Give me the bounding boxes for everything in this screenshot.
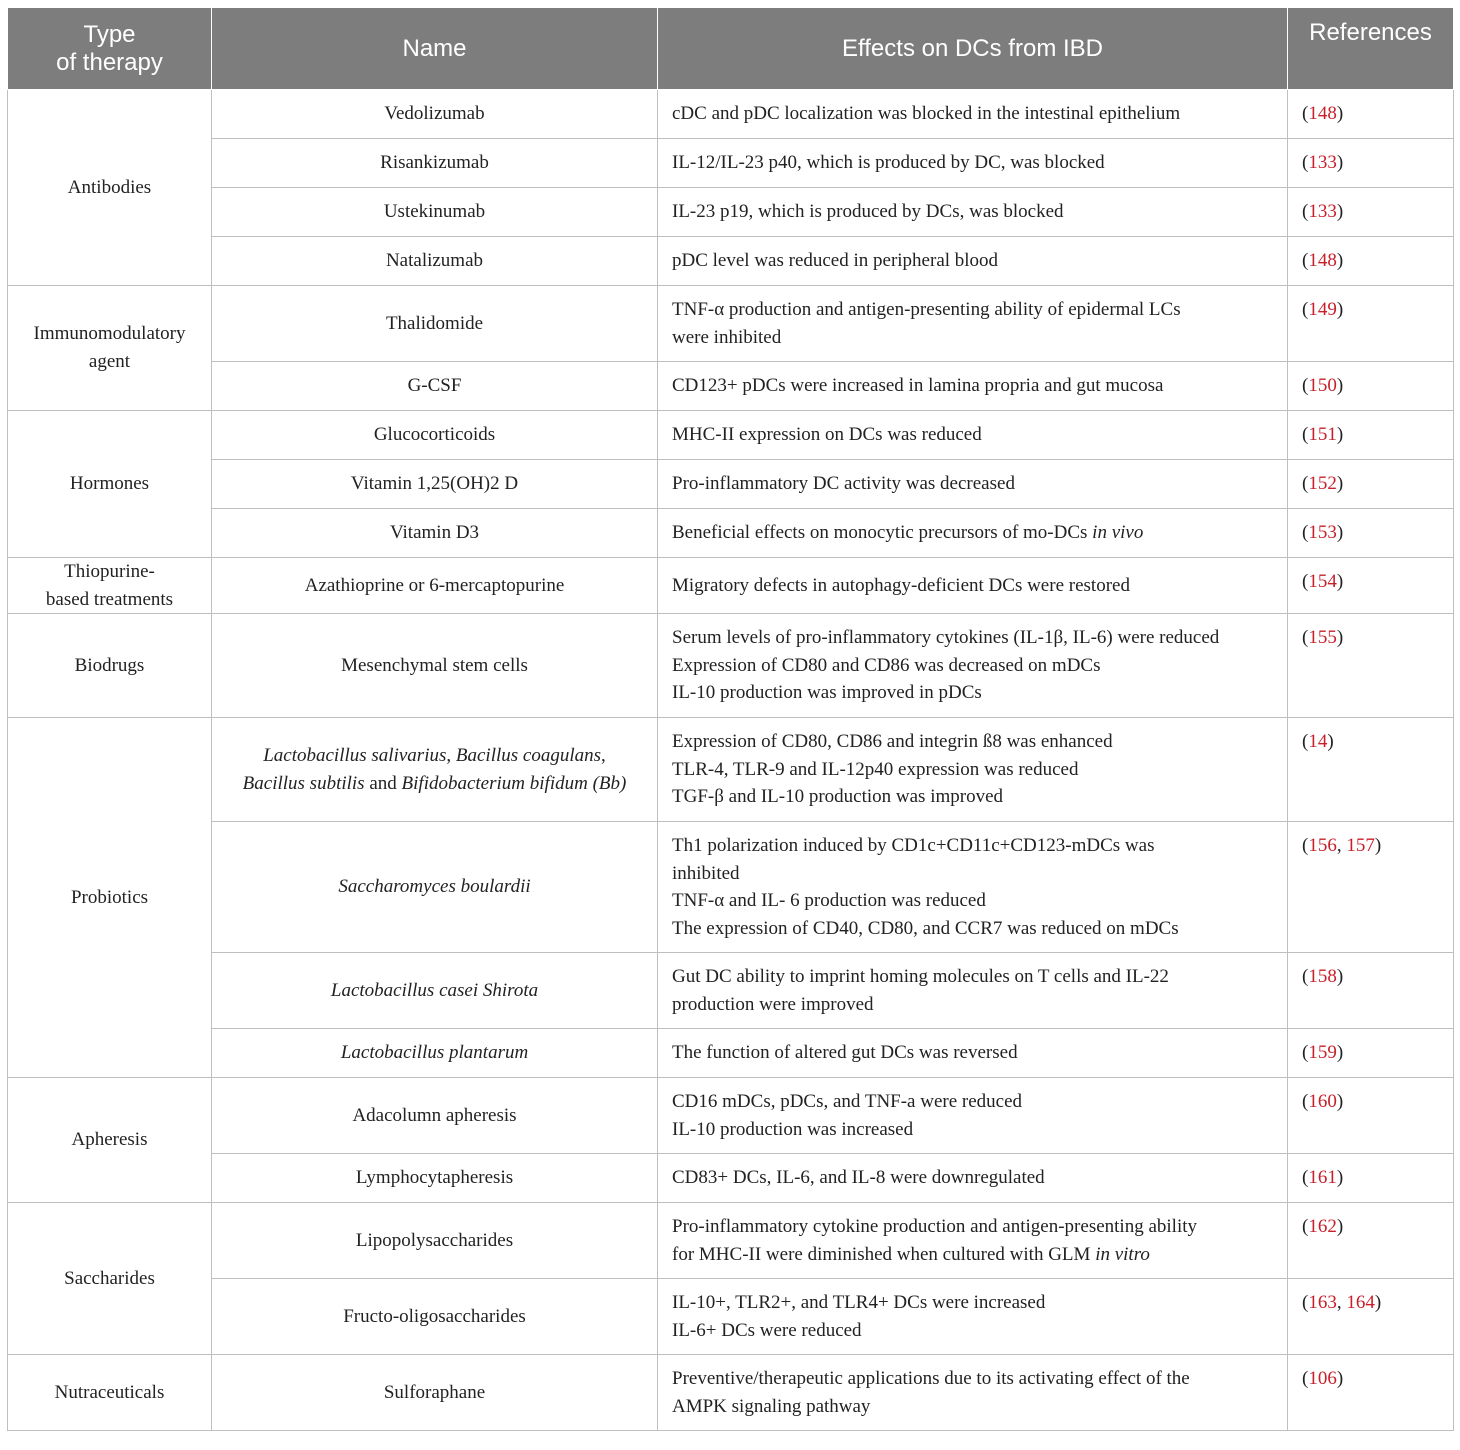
therapy-type-line: agent — [88, 351, 131, 372]
text: Adacolumn apheresis — [352, 1104, 517, 1126]
cell-line — [224, 198, 645, 226]
cell-line — [672, 756, 1275, 784]
therapy-type-label: Probiotics — [70, 886, 149, 908]
table-row — [8, 614, 1454, 718]
references-cell: (153) — [1288, 509, 1454, 558]
cell-line — [672, 963, 1275, 991]
italic-text: in vivo — [1092, 522, 1144, 544]
italic-text: Lactobacillus casei Shirota — [330, 979, 539, 1001]
cell-line — [672, 1116, 1275, 1144]
reference-link[interactable]: 151 — [1308, 424, 1337, 445]
therapy-type-line: Immunomodulatory — [33, 323, 186, 345]
reference-link[interactable]: 156 — [1308, 835, 1337, 857]
cell-line — [224, 1164, 645, 1192]
italic-text: Bifidobacterium bifidum (Bb) — [401, 772, 627, 794]
reference-link[interactable]: 14 — [1308, 731, 1328, 753]
effects-cell — [658, 286, 1288, 362]
reference-link[interactable]: 158 — [1308, 966, 1337, 988]
text: , — [446, 745, 456, 767]
text: Lymphocytapheresis — [355, 1167, 514, 1189]
cell-line — [672, 783, 1275, 811]
italic-text: Saccharomyces boulardii — [338, 876, 531, 898]
cell-line — [672, 324, 1275, 352]
header-references: References — [1288, 8, 1454, 90]
therapy-type-line: Thiopurine- — [64, 561, 155, 582]
therapy-type-label: Hormones — [69, 473, 150, 495]
reference-link[interactable]: 155 — [1308, 627, 1337, 649]
cell-line — [672, 1317, 1275, 1345]
text: for MHC-II were diminished when cultured with GLM — [672, 1243, 1096, 1265]
effects-cell — [658, 460, 1288, 509]
effects-cell — [658, 1029, 1288, 1078]
cell-line — [224, 652, 645, 680]
therapy-name-cell — [212, 90, 658, 139]
text: Expression of CD80, CD86 and integrin ß8 was enhanced — [672, 731, 1113, 753]
cell-line — [672, 247, 1275, 275]
reference-link[interactable]: 161 — [1308, 1167, 1337, 1189]
header-row — [8, 8, 1454, 90]
text: Sulforaphane — [383, 1381, 486, 1403]
text: Glucocorticoids — [373, 424, 496, 446]
text: Risankizumab — [380, 152, 489, 174]
therapy-type-label: Antibodies — [67, 176, 152, 198]
effects-cell — [658, 1154, 1288, 1203]
cell-line — [672, 860, 1275, 888]
therapy-type-cell — [8, 614, 212, 718]
references-cell: (155) — [1288, 614, 1454, 718]
text: MHC-II expression on DCs was reduced — [672, 424, 982, 446]
therapy-type-cell — [8, 1078, 212, 1203]
text: IL-10+, TLR2+, and TLR4+ DCs were increased — [672, 1292, 1046, 1314]
effects-cell — [658, 90, 1288, 139]
table-body — [8, 90, 1454, 1431]
text: Vitamin D3 — [389, 522, 480, 544]
therapy-name-cell — [212, 1203, 658, 1279]
text: cDC and pDC localization was blocked in the intestinal epithelium — [672, 103, 1181, 125]
table-row — [8, 1355, 1454, 1431]
therapy-name-cell — [212, 1154, 658, 1203]
reference-link[interactable]: 149 — [1308, 299, 1337, 320]
cell-line — [672, 652, 1275, 680]
effects-cell — [658, 509, 1288, 558]
cell-line — [224, 247, 645, 275]
references-cell: (160) — [1288, 1078, 1454, 1154]
cell-line — [672, 149, 1275, 177]
text: G-CSF — [407, 375, 462, 397]
table-row — [8, 1279, 1454, 1355]
reference-link[interactable]: 106 — [1308, 1368, 1337, 1390]
cell-line — [672, 1088, 1275, 1116]
text: and — [364, 772, 402, 794]
references-cell: (159) — [1288, 1029, 1454, 1078]
therapy-name-cell — [212, 188, 658, 237]
therapy-type-cell — [8, 1355, 212, 1431]
references-cell: (163, 164) — [1288, 1279, 1454, 1355]
references-cell: (149) — [1288, 286, 1454, 362]
therapy-name-cell — [212, 139, 658, 188]
effects-cell — [658, 953, 1288, 1029]
therapy-name-cell — [212, 286, 658, 362]
table-row — [8, 362, 1454, 411]
cell-line — [672, 1393, 1275, 1421]
text: Pro-inflammatory DC activity was decreased — [672, 473, 1015, 495]
therapy-name-cell — [212, 614, 658, 718]
reference-link[interactable]: 133 — [1308, 201, 1337, 222]
cell-line — [672, 991, 1275, 1019]
table-row — [8, 509, 1454, 558]
text: Vedolizumab — [384, 103, 485, 125]
table-row — [8, 1154, 1454, 1203]
references-cell: (162) — [1288, 1203, 1454, 1279]
effects-cell — [658, 237, 1288, 286]
therapy-name-cell — [212, 509, 658, 558]
therapy-name-cell — [212, 237, 658, 286]
effects-cell — [658, 718, 1288, 822]
table-row — [8, 953, 1454, 1029]
references-cell: (14) — [1288, 718, 1454, 822]
therapy-type-cell — [8, 411, 212, 558]
cell-line — [224, 421, 645, 449]
therapy-type-label: Saccharides — [64, 1267, 155, 1289]
effects-cell — [658, 139, 1288, 188]
text: TNF-α and IL- 6 production was reduced — [672, 890, 986, 912]
cell-line — [224, 1379, 645, 1407]
cell-line — [672, 728, 1275, 756]
cell-line — [224, 470, 645, 498]
reference-link[interactable]: 133 — [1308, 152, 1337, 173]
italic-text: Lactobacillus salivarius — [263, 745, 447, 767]
text: CD123+ pDCs were increased in lamina propria and gut mucosa — [672, 375, 1164, 397]
references-cell: (106) — [1288, 1355, 1454, 1431]
header-effects: Effects on DCs from IBD — [658, 8, 1288, 90]
header-type-of-therapy: Type of therapy — [8, 8, 212, 90]
reference-link[interactable]: 148 — [1308, 250, 1337, 271]
table-row — [8, 188, 1454, 237]
cell-line — [224, 100, 645, 128]
therapy-type-cell — [8, 1203, 212, 1355]
cell-line — [224, 770, 645, 798]
therapy-name-cell — [212, 1355, 658, 1431]
cell-line — [672, 1039, 1275, 1067]
table-row — [8, 1029, 1454, 1078]
table-row — [8, 286, 1454, 362]
italic-text: in vitro — [1095, 1243, 1150, 1265]
text: , — [601, 745, 606, 767]
table-row — [8, 460, 1454, 509]
text: The function of altered gut DCs was reversed — [672, 1042, 1018, 1064]
text: Pro-inflammatory cytokine production and antigen-presenting ability — [672, 1216, 1198, 1238]
therapy-type-label: Apheresis — [71, 1129, 148, 1151]
cell-line — [224, 742, 645, 770]
cell-line — [672, 1213, 1275, 1241]
cell-line — [672, 470, 1275, 498]
cell-line — [672, 100, 1275, 128]
cell-line — [224, 149, 645, 177]
text: TLR-4, TLR-9 and IL-12p40 expression was reduced — [672, 758, 1079, 780]
reference-link[interactable]: 152 — [1308, 473, 1337, 494]
text: IL-23 p19, which is produced by DCs, was blocked — [672, 201, 1064, 223]
text: TGF-β and IL-10 production was improved — [672, 786, 1004, 808]
text: Fructo-oligosaccharides — [343, 1305, 526, 1327]
table-row — [8, 411, 1454, 460]
text: IL-10 production was improved in pDCs — [672, 682, 982, 704]
text: Vitamin 1,25(OH)2 D — [350, 473, 519, 495]
therapy-type-cell — [8, 718, 212, 1078]
table-row — [8, 558, 1454, 614]
text: inhibited — [672, 862, 740, 884]
references-cell: (154) — [1288, 558, 1454, 614]
effects-cell — [658, 188, 1288, 237]
references-cell: (152) — [1288, 460, 1454, 509]
effects-cell — [658, 1078, 1288, 1154]
effects-cell — [658, 362, 1288, 411]
therapy-type-line: based treatments — [45, 588, 174, 610]
therapy-name-cell — [212, 953, 658, 1029]
italic-text: Bacillus coagulans — [455, 745, 602, 767]
cell-line — [672, 519, 1275, 547]
text: TNF-α production and antigen-presenting ability of epidermal LCs — [672, 298, 1181, 320]
text: Gut DC ability to imprint homing molecules on T cells and IL-22 — [672, 966, 1169, 988]
cell-line — [672, 198, 1275, 226]
effects-cell — [658, 1355, 1288, 1431]
therapy-type-cell — [8, 90, 212, 286]
table-row — [8, 822, 1454, 953]
table-row — [8, 90, 1454, 139]
text: Ustekinumab — [383, 201, 486, 223]
text: production were improved — [672, 993, 874, 1015]
reference-link[interactable]: 162 — [1308, 1216, 1337, 1238]
references-cell: (148) — [1288, 237, 1454, 286]
cell-line — [672, 1289, 1275, 1317]
effects-cell — [658, 558, 1288, 614]
text: Preventive/therapeutic applications due to its activating effect of the — [672, 1368, 1190, 1390]
therapy-name-cell — [212, 362, 658, 411]
text: CD16 mDCs, pDCs, and TNF-a were reduced — [672, 1091, 1023, 1113]
cell-line — [672, 1164, 1275, 1192]
text: pDC level was reduced in peripheral blood — [672, 250, 999, 272]
text: Th1 polarization induced by CD1c+CD11c+CD123-mDCs was — [672, 835, 1155, 856]
text: Serum levels of pro-inflammatory cytokines (IL-1β, IL-6) were reduced — [672, 627, 1220, 649]
reference-link[interactable]: 163 — [1308, 1292, 1337, 1314]
reference-link[interactable]: 150 — [1308, 375, 1337, 396]
therapy-name-cell — [212, 822, 658, 953]
cell-line — [224, 310, 645, 338]
therapy-table — [7, 7, 1454, 1431]
text: IL-10 production was increased — [672, 1118, 914, 1140]
cell-line — [672, 572, 1275, 600]
reference-link[interactable]: 157 — [1346, 835, 1375, 857]
therapy-type-label: Nutraceuticals — [54, 1381, 165, 1403]
effects-cell — [658, 822, 1288, 953]
therapy-name-cell — [212, 460, 658, 509]
therapy-type-cell — [8, 558, 212, 614]
text: IL-6+ DCs were reduced — [672, 1319, 862, 1341]
table-row — [8, 139, 1454, 188]
therapy-name-cell — [212, 558, 658, 614]
cell-line — [224, 1102, 645, 1130]
cell-line — [224, 1227, 645, 1255]
effects-cell — [658, 1279, 1288, 1355]
therapy-name-cell — [212, 1279, 658, 1355]
references-cell: (133) — [1288, 139, 1454, 188]
therapy-name-cell — [212, 1029, 658, 1078]
references-cell: (158) — [1288, 953, 1454, 1029]
cell-line — [224, 1303, 645, 1331]
header-name: Name — [212, 8, 658, 90]
text: were inhibited — [672, 326, 782, 348]
reference-link[interactable]: 148 — [1308, 103, 1337, 124]
reference-link[interactable]: 154 — [1308, 571, 1337, 592]
table-row — [8, 237, 1454, 286]
cell-line — [672, 1241, 1275, 1269]
cell-line — [224, 1039, 645, 1067]
text: Beneficial effects on monocytic precursors of mo-DCs — [672, 522, 1093, 544]
cell-line — [224, 519, 645, 547]
table-row — [8, 1078, 1454, 1154]
cell-line — [224, 873, 645, 901]
cell-line — [672, 1365, 1275, 1393]
text: Expression of CD80 and CD86 was decreased on mDCs — [672, 654, 1101, 676]
cell-line — [672, 624, 1275, 652]
cell-line — [672, 421, 1275, 449]
therapy-type-cell — [8, 286, 212, 411]
text: Migratory defects in autophagy-deficient DCs were restored — [672, 574, 1130, 596]
reference-link[interactable]: 164 — [1346, 1292, 1375, 1314]
references-cell: (148) — [1288, 90, 1454, 139]
references-cell: (161) — [1288, 1154, 1454, 1203]
references-cell: (150) — [1288, 362, 1454, 411]
table-row — [8, 718, 1454, 822]
cell-line — [672, 915, 1275, 943]
references-cell: (156, 157) — [1288, 822, 1454, 953]
text: Lipopolysaccharides — [355, 1229, 514, 1251]
references-cell: (151) — [1288, 411, 1454, 460]
cell-line — [672, 372, 1275, 400]
references-cell: (133) — [1288, 188, 1454, 237]
italic-text: Bacillus subtilis — [242, 772, 365, 794]
table-row — [8, 1203, 1454, 1279]
therapy-type-label: Biodrugs — [74, 654, 145, 676]
text: IL-12/IL-23 p40, which is produced by DC, was blocked — [672, 152, 1105, 174]
cell-line — [224, 572, 645, 600]
text: The expression of CD40, CD80, and CCR7 was reduced on mDCs — [672, 917, 1179, 939]
cell-line — [224, 977, 645, 1005]
effects-cell — [658, 411, 1288, 460]
reference-link[interactable]: 159 — [1308, 1042, 1337, 1064]
cell-line — [224, 372, 645, 400]
text: Mesenchymal stem cells — [341, 654, 528, 676]
effects-cell — [658, 1203, 1288, 1279]
text: Thalidomide — [385, 312, 484, 334]
text: Azathioprine or 6-mercaptopurine — [304, 574, 565, 596]
text: Natalizumab — [385, 250, 484, 272]
text: AMPK signaling pathway — [672, 1395, 871, 1417]
therapy-name-cell — [212, 411, 658, 460]
therapy-name-cell — [212, 718, 658, 822]
effects-cell — [658, 614, 1288, 718]
reference-link[interactable]: 160 — [1308, 1091, 1337, 1113]
therapy-name-cell — [212, 1078, 658, 1154]
cell-line — [672, 296, 1275, 324]
reference-link[interactable]: 153 — [1308, 522, 1337, 543]
cell-line — [672, 679, 1275, 707]
cell-line — [672, 832, 1275, 860]
italic-text: Lactobacillus plantarum — [340, 1042, 529, 1064]
text: CD83+ DCs, IL-6, and IL-8 were downregulated — [672, 1167, 1045, 1189]
cell-line — [672, 887, 1275, 915]
